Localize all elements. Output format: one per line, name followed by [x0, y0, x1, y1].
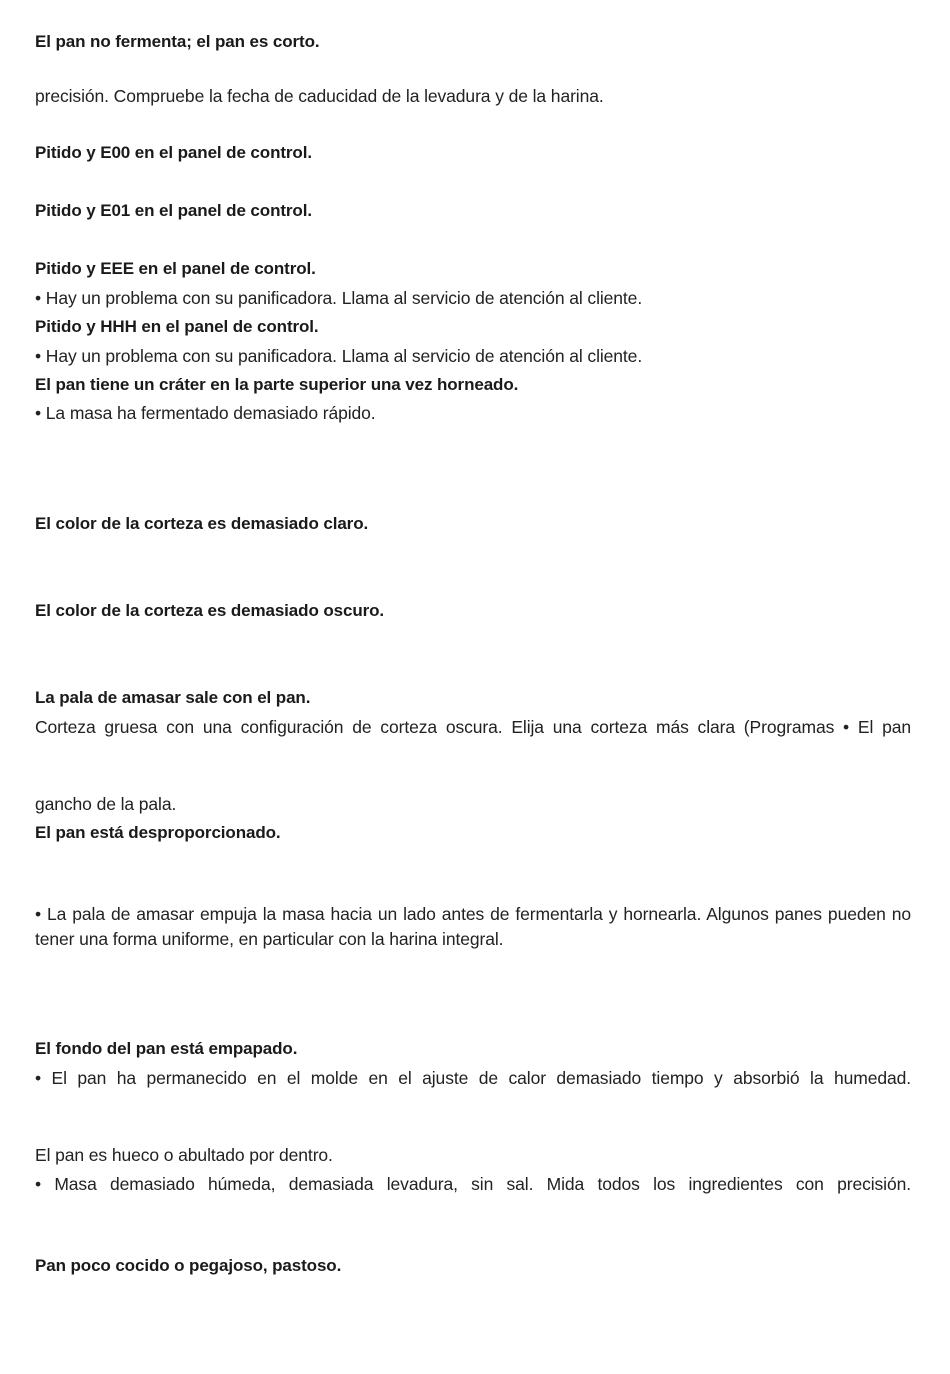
heading-corteza-claro: El color de la corteza es demasiado claro.	[35, 514, 369, 533]
bullet-problema-panificadora-2: • Hay un problema con su panificadora. Llama al servicio de atención al cliente.	[35, 346, 643, 366]
heading-pan-crater: El pan tiene un cráter en la parte superior una vez horneado.	[35, 375, 519, 394]
heading-pan-poco-cocido: Pan poco cocido o pegajoso, pastoso.	[35, 1256, 342, 1275]
text-gancho-pala: gancho de la pala.	[35, 794, 177, 814]
heading-pan-no-fermenta: El pan no fermenta; el pan es corto.	[35, 32, 320, 51]
bullet-masa-fermentado-rapido: • La masa ha fermentado demasiado rápido.	[35, 403, 376, 423]
bullet-pala-empuja-masa: • La pala de amasar empuja la masa hacia un lado antes de fermentarla y hornearla. Algunos panes pueden no tener una forma uniforme, en particular con la harina integral.	[35, 904, 911, 949]
bullet-problema-panificadora-1: • Hay un problema con su panificadora. Llama al servicio de atención al cliente.	[35, 288, 643, 308]
bullet-pan-molde-humedad: • El pan ha permanecido en el molde en el ajuste de calor demasiado tiempo y absorbió la humedad.	[35, 1068, 911, 1088]
heading-pan-desproporcionado: El pan está desproporcionado.	[35, 823, 281, 842]
heading-pala-sale-con-pan: La pala de amasar sale con el pan.	[35, 688, 311, 707]
bullet-masa-humeda: • Masa demasiado húmeda, demasiada levadura, sin sal. Mida todos los ingredientes con precisión.	[35, 1174, 911, 1194]
text-precision-caducidad: precisión. Compruebe la fecha de caducidad de la levadura y de la harina.	[35, 86, 604, 106]
heading-fondo-empapado: El fondo del pan está empapado.	[35, 1039, 298, 1058]
heading-pitido-e01: Pitido y E01 en el panel de control.	[35, 201, 312, 220]
heading-pitido-eee: Pitido y EEE en el panel de control.	[35, 259, 316, 278]
heading-pan-hueco: El pan es hueco o abultado por dentro.	[35, 1145, 333, 1165]
heading-pitido-e00: Pitido y E00 en el panel de control.	[35, 143, 312, 162]
heading-corteza-oscuro: El color de la corteza es demasiado oscuro.	[35, 601, 385, 620]
heading-pitido-hhh: Pitido y HHH en el panel de control.	[35, 317, 319, 336]
text-corteza-gruesa: Corteza gruesa con una configuración de corteza oscura. Elija una corteza más clara (Programas • El pan	[35, 717, 911, 737]
